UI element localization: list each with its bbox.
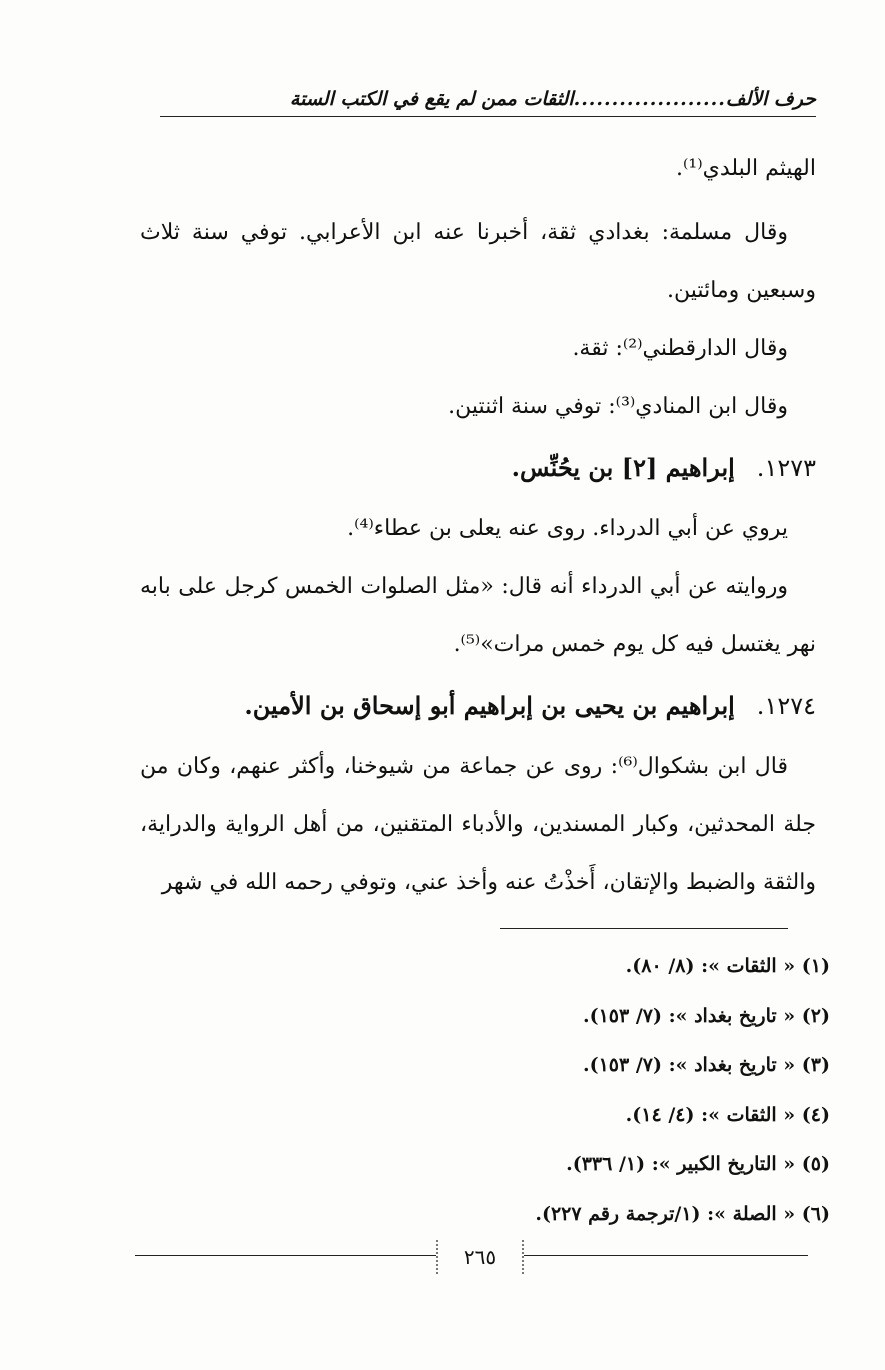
footnote: (٤) « الثقات »: (٤/ ١٤).: [625, 1103, 830, 1126]
paragraph: وقال ابن المنادي⁽³⁾: توفي سنة اثنتين.: [448, 394, 788, 419]
entry-number: ١٢٧٣.: [756, 454, 816, 482]
paragraph: وروايته عن أبي الدرداء أنه قال: «مثل الصلوات الخمس كرجل على بابه نهر يغتسل فيه كل يوم خمس مرات»⁽⁵⁾.: [140, 574, 816, 657]
entry-name: إبراهيم بن يحيى بن إبراهيم أبو إسحاق بن الأمين.: [244, 691, 735, 720]
entry-heading-1273: [140, 436, 816, 500]
paragraph: وقال الدارقطني⁽²⁾: ثقة.: [572, 336, 788, 361]
page-body: [140, 140, 816, 912]
header-book-title: الثقات ممن لم يقع في الكتب الستة: [289, 88, 574, 110]
footnote: (٢) « تاريخ بغداد »: (٧/ ١٥٣).: [582, 1004, 830, 1027]
header-chapter: حرف الألف: [725, 88, 816, 110]
footnote: (٣) « تاريخ بغداد »: (٧/ ١٥٣).: [582, 1054, 830, 1076]
entry-name: إبراهيم [٢] بن يحُنِّس.: [511, 453, 735, 482]
footnotes: [140, 942, 830, 1239]
footnote: (١) « الثقات »: (٨/ ٨٠).: [625, 955, 830, 977]
header-dots: ....................: [573, 88, 726, 110]
paragraph: وقال مسلمة: بغدادي ثقة، أخبرنا عنه ابن الأعرابي. توفي سنة ثلاث وسبعين ومائتين.: [140, 220, 816, 303]
entry-heading-1274: [140, 674, 816, 738]
running-header: [160, 88, 816, 117]
entry-number: ١٢٧٤.: [756, 692, 816, 720]
footnote: (٦) « الصلة »: (١/ترجمة رقم ٢٢٧).: [535, 1202, 830, 1225]
paragraph: قال ابن بشكوال⁽⁶⁾: روى عن جماعة من شيوخنا، وأكثر عنهم، وكان من جلة المحدثين، وكبار المسندين، والأدباء المتقنين، من أهل الرواية والدراية، والثقة والضبط والإتقان، أَخذْتُ عنه وأخذ عني، وتوفي رحمه الله في شهر: [140, 754, 816, 895]
paragraph: الهيثم البلدي⁽¹⁾.: [675, 156, 816, 181]
paragraph: يروي عن أبي الدرداء. روى عنه يعلى بن عطاء⁽⁴⁾.: [347, 516, 788, 541]
footnote: (٥) « التاريخ الكبير »: (١/ ٣٣٦).: [566, 1153, 830, 1175]
page-number: ٢٦٥: [436, 1240, 524, 1274]
footnote-separator: [500, 928, 788, 929]
